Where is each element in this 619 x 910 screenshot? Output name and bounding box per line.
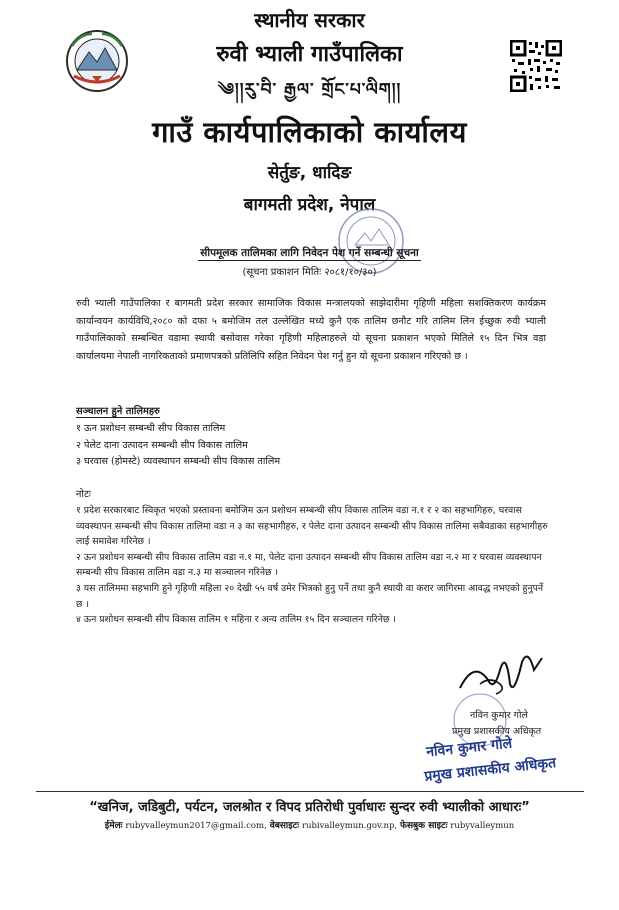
intro-paragraph: रुवी भ्याली गाउँपालिका र बागमती प्रदेश सरकार सामाजिक विकास मन्त्रालयको साझेदारीमा गृहिणी महिला सशक्तिकरण कार्यक्रम कार्यान्वयन कार्यविधि,२०८० को दफा ५ बमोजिम तल उल्लेखित मध्ये कुनै एक तालिम छनौट गरि तालिम लिन ईच्छुक रुवी भ्याली गाउँपालिकाको सम्बन्धित वडामा स्थायी बसोवास गरेका गृहिणी महिलाहरुले यो सूचना प्रकाशन भएको मितिले १५ दिन भित्र वडा कार्यालयमा नेपाली नागरिकताको प्रमाणपत्रको प्रतिलिपि सहित निवेदन पेश गर्नु हुन यो सूचना प्रकाशन गरिएको छ । [76, 298, 546, 362]
office-province: बागमती प्रदेश, नेपाल [243, 195, 376, 215]
list-item: २ पेलेट दाना उत्पादन सम्बन्धी सीप विकास तालिम [76, 439, 248, 451]
footer-divider [36, 791, 584, 792]
municipality-name-tibetan: ༄།།རུ་བི་ རྒྱལ་ གྲོང་པ་ལིག།། [217, 80, 402, 100]
notes-list [76, 503, 552, 628]
trainings-heading-text: सञ्चालन हुने तालिमहरु [76, 406, 160, 417]
notice-subject [0, 246, 619, 260]
stamp-title: प्रमुख प्रशासकीय अधिकृत [423, 755, 557, 785]
website-label: वेबसाइटः [269, 821, 300, 831]
publication-date: (सूचना प्रकाशन मितिः २०८१/१०/३०) [242, 267, 377, 278]
list-item: १ प्रदेश सरकारबाट स्विकृत भएको प्रस्तावना बमोजिम ऊन प्रशोधन सम्बन्धी सीप विकास तालिम वडा न.१ र २ का सहभागिहरु, घरवास व्यवस्थापन सम्बन्धी सीप विकास तालिमा वडा न ३ का सहभागीहरु, र पेलेट दाना उत्पादन सम्बन्धी सीप विकास तालिमा सबैवडाका सहभागीहरु लाई समावेश गरिनेछ । [76, 505, 548, 548]
office-location: सेर्तुङ, धादिङ [267, 163, 352, 183]
list-item: ३ यस तालिममा सहभागि हुने गृहिणी महिला २० देखी ५५ वर्ष उमेर भित्रको हुनु पर्ने तथा कुनै स्थायी वा करार जागिरमा आवद्ध नभएको हुनुपर्ने छ । [76, 582, 544, 610]
facebook-label: फेसबुक साइटः [400, 821, 448, 831]
email-label: ईमेलः [104, 821, 123, 831]
list-item: १ ऊन प्रशोधन सम्बन्धी सीप विकास तालिम [76, 423, 226, 434]
office-title: गाउँ कार्यपालिकाको कार्यालय [152, 115, 467, 149]
trainings-list [76, 421, 546, 471]
notes-heading: नोटः [76, 489, 91, 500]
municipality-name: रुवी भ्याली गाउँपालिका [216, 42, 403, 67]
signatory-name: नविन कुमार गोले [470, 710, 528, 721]
footer-contact [0, 818, 619, 831]
email-link[interactable]: rubyvalleymun2017@gmail.com, [125, 821, 267, 831]
footer-slogan: “खनिज, जडिबुटी, पर्यटन, जलश्रोत र विपद प्रतिरोधी पुर्वाधारः सुन्दर रुवी भ्यालीको आधारः” [89, 800, 530, 815]
list-item: २ ऊन प्रशोधन सम्बन्धी सीप विकास तालिम वडा न.१ मा, पेलेट दाना उत्पादन सम्बन्धी सीप विकास तालिम वडा न.२ मा र घरवास व्यवस्थापन सम्बन्धी सीप विकास तालिम वडा न.३ मा सञ्चालन गरिनेछ । [76, 551, 542, 579]
facebook-link[interactable]: rubyvalleymun [450, 821, 515, 831]
list-item: ४ ऊन प्रशोधन सम्बन्धी सीप विकास तालिम १ महिना र अन्य तालिम १५ दिन सञ्चालन गरिनेछ । [76, 614, 396, 626]
trainings-heading [76, 404, 160, 417]
letterhead-line1: स्थानीय सरकार [254, 8, 365, 32]
website-link[interactable]: rubivalleymun.gov.np, [301, 821, 398, 831]
list-item: ३ घरवास (होमस्टे) व्यवस्थापन सम्बन्धी सीप विकास तालिम [76, 456, 281, 467]
stamp-name: नविन कुमार गोले [425, 735, 513, 761]
notice-subject-text: सीपमूलक तालिमका लागि निवेदन पेश गर्ने सम्बन्धी सूचना [200, 247, 419, 259]
signatory-title: प्रमुख प्रशासकीय अधिकृत [452, 726, 542, 737]
